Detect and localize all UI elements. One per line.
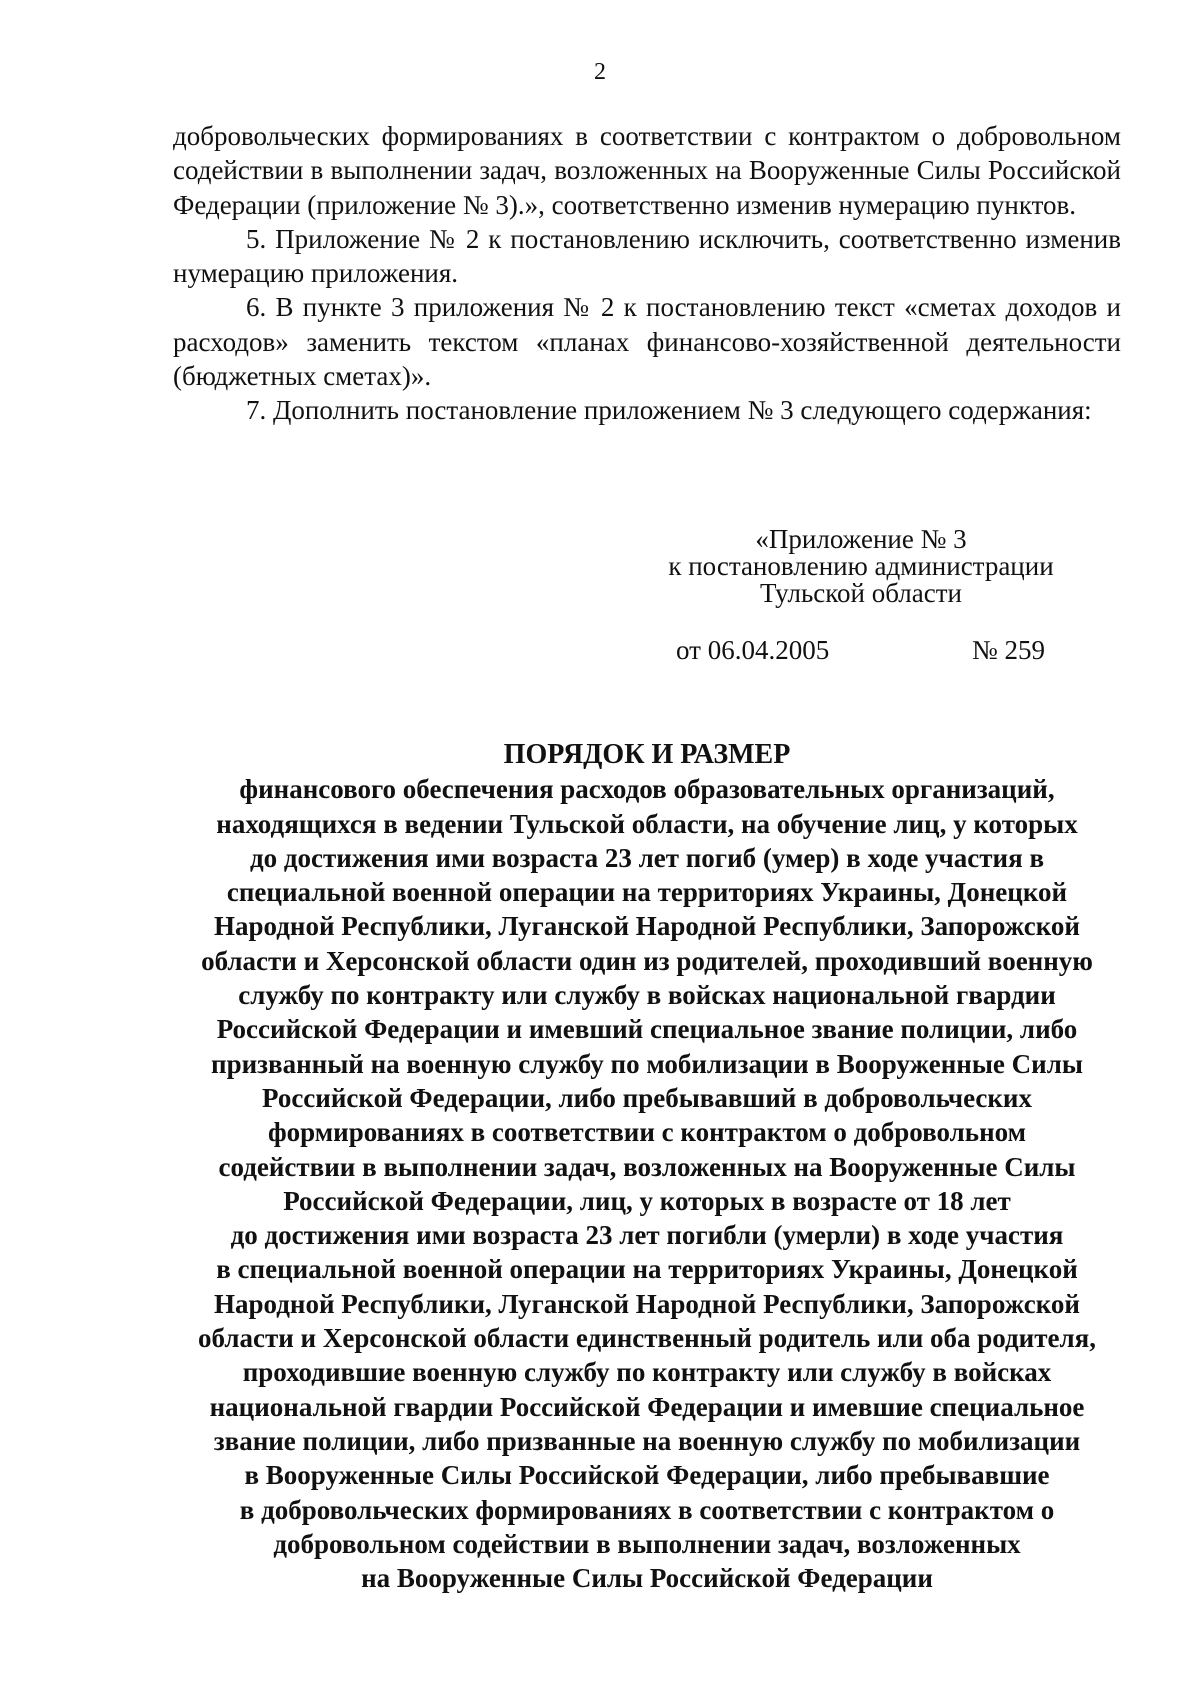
appendix-date: от 06.04.2005 bbox=[676, 635, 830, 665]
appendix-region: Тульской области bbox=[760, 578, 962, 608]
title-line: национальной гвардии Российской Федерации и имевшие специальное bbox=[209, 1391, 1085, 1422]
title-main: ПОРЯДОК И РАЗМЕР bbox=[503, 739, 791, 770]
paragraph-item-6: 6. В пункте 3 приложения № 2 к постановлению текст «сметах доходов и расходов» заменить текстом «планах финансово-хозяйственной деятельности (бюджетных сметах)». bbox=[173, 292, 1121, 392]
title-line: Российской Федерации, либо пребывавший в добровольческих bbox=[262, 1082, 1032, 1113]
title-line: области и Херсонской области единственный родитель или оба родителя, bbox=[198, 1323, 1096, 1354]
appendix-header bbox=[660, 526, 1062, 607]
title-line: в специальной военной операции на территориях Украины, Донецкой bbox=[216, 1254, 1078, 1285]
title-line: звание полиции, либо призванные на военную службу по мобилизации bbox=[213, 1425, 1081, 1456]
title-line: призванный на военную службу по мобилизации в Вооруженные Силы bbox=[211, 1048, 1083, 1079]
title-line: до достижения ими возраста 23 лет погиб (умер) в ходе участия в bbox=[249, 842, 1045, 873]
title-line: формированиях в соответствии с контрактом о добровольном bbox=[267, 1117, 1027, 1148]
title-line: Российской Федерации и имевший специальное звание полиции, либо bbox=[216, 1014, 1078, 1045]
appendix-label: «Приложение № 3 bbox=[755, 524, 967, 554]
title-line: до достижения ими возраста 23 лет погибли (умерли) в ходе участия bbox=[230, 1220, 1064, 1251]
appendix-number: № 259 bbox=[972, 635, 1046, 665]
title-line: службу по контракту или службу в войсках национальной гвардии bbox=[238, 980, 1056, 1011]
document-title bbox=[0, 738, 1200, 1595]
appendix-resolution: к постановлению администрации bbox=[668, 551, 1054, 581]
title-line: области и Херсонской области один из родителей, проходивший военную bbox=[201, 945, 1093, 976]
paragraph-item-5: 5. Приложение № 2 к постановлению исключить, соответственно изменив нумерацию приложения. bbox=[173, 223, 1121, 289]
body-text bbox=[173, 119, 1121, 428]
title-line: на Вооруженные Силы Российской Федерации bbox=[361, 1563, 933, 1594]
title-line: специальной военной операции на территориях Украины, Донецкой bbox=[226, 877, 1068, 908]
title-line: Российской Федерации, лиц, у которых в возрасте от 18 лет bbox=[283, 1185, 1011, 1216]
title-line: содействии в выполнении задач, возложенных на Вооруженные Силы bbox=[218, 1151, 1076, 1182]
paragraph-continuation: добровольческих формированиях в соответствии с контрактом о добровольном содействии в выполнении задач, возложенных на Вооруженные Силы Российской Федерации (приложение № 3).», соответственно изменив нумерацию пунктов. bbox=[173, 121, 1121, 220]
title-line: Народной Республики, Луганской Народной Республики, Запорожской bbox=[214, 1288, 1080, 1319]
title-line: находящихся в ведении Тульской области, на обучение лиц, у которых bbox=[216, 808, 1078, 839]
appendix-date-line bbox=[676, 635, 1046, 665]
title-line: в добровольческих формированиях в соответствии с контрактом о bbox=[239, 1494, 1055, 1525]
title-line: финансового обеспечения расходов образовательных организаций, bbox=[239, 774, 1055, 805]
title-line: в Вооруженные Силы Российской Федерации, либо пребывавшие bbox=[244, 1460, 1050, 1491]
paragraph-item-7: 7. Дополнить постановление приложением № 3 следующего содержания: bbox=[246, 395, 1092, 426]
title-line: Народной Республики, Луганской Народной Республики, Запорожской bbox=[214, 911, 1080, 942]
page-number: 2 bbox=[594, 59, 606, 85]
title-line: проходившие военную службу по контракту или службу в войсках bbox=[242, 1357, 1052, 1388]
title-line: добровольном содействии в выполнении задач, возложенных bbox=[273, 1528, 1021, 1559]
